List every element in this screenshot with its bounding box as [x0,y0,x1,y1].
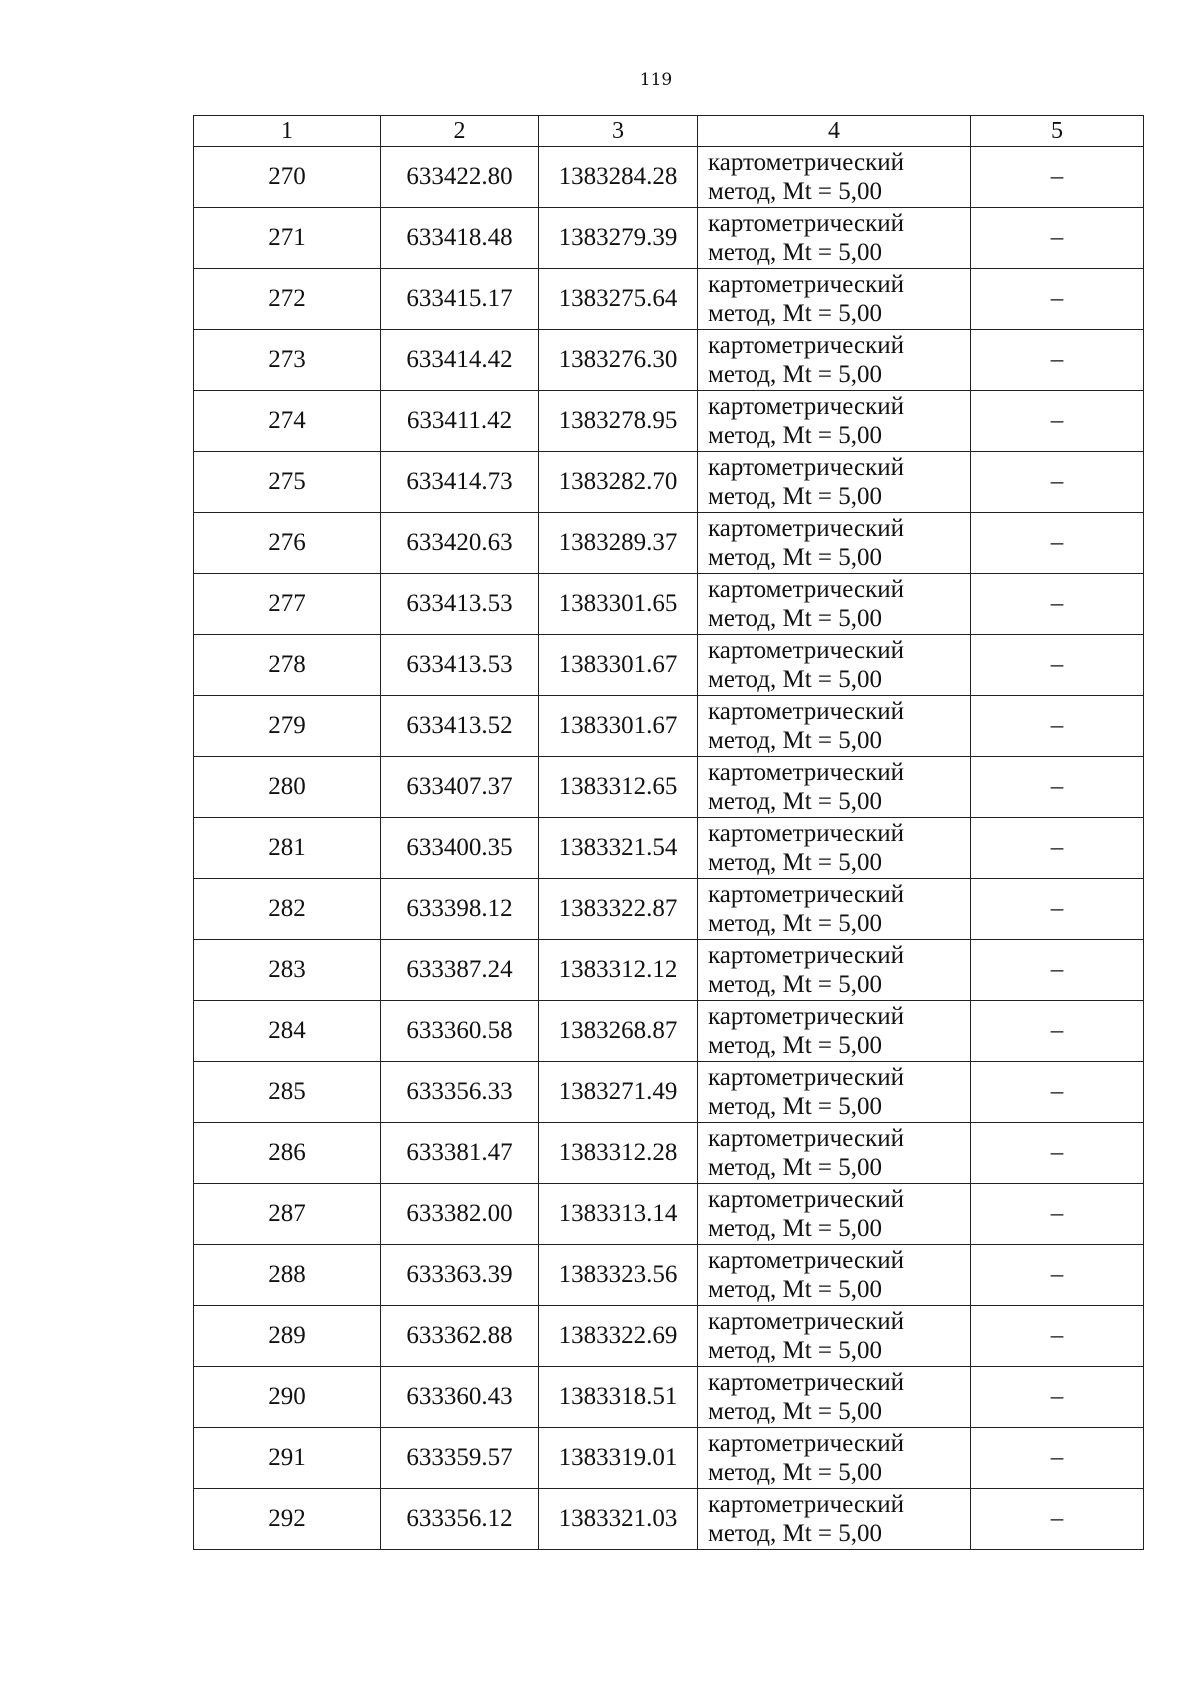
table-row [194,452,1144,513]
method-line-2: метод, Mt = 5,00 [708,1276,883,1303]
table-row [194,1062,1144,1123]
method-line-1: картометрический [708,332,904,359]
method-line-2: метод, Mt = 5,00 [708,910,883,937]
method-cell [698,1428,971,1489]
point-number-cell: 287 [194,1184,381,1245]
x-coordinate-cell: 633356.12 [381,1489,539,1550]
method-line-1: картометрический [708,1186,904,1213]
table-row [194,1428,1144,1489]
point-number-cell: 277 [194,574,381,635]
point-number-cell: 274 [194,391,381,452]
method-line-1: картометрический [708,1491,904,1518]
method-line-1: картометрический [708,942,904,969]
y-coordinate-cell: 1383268.87 [539,1001,698,1062]
method-cell [698,147,971,208]
method-cell [698,452,971,513]
point-number-cell: 279 [194,696,381,757]
point-number-cell: 288 [194,1245,381,1306]
x-coordinate-cell: 633413.53 [381,635,539,696]
column-5-cell: – [971,1428,1144,1489]
method-cell [698,208,971,269]
method-line-2: метод, Mt = 5,00 [708,1093,883,1120]
method-line-1: картометрический [708,1430,904,1457]
y-coordinate-cell: 1383289.37 [539,513,698,574]
y-coordinate-cell: 1383312.12 [539,940,698,1001]
column-5-cell: – [971,879,1144,940]
method-line-1: картометрический [708,637,904,664]
column-5-cell: – [971,513,1144,574]
method-line-1: картометрический [708,393,904,420]
x-coordinate-cell: 633400.35 [381,818,539,879]
y-coordinate-cell: 1383275.64 [539,269,698,330]
method-line-2: метод, Mt = 5,00 [708,422,883,449]
method-cell [698,574,971,635]
y-coordinate-cell: 1383301.65 [539,574,698,635]
method-line-1: картометрический [708,1003,904,1030]
x-coordinate-cell: 633381.47 [381,1123,539,1184]
method-line-2: метод, Mt = 5,00 [708,1520,883,1547]
x-coordinate-cell: 633415.17 [381,269,539,330]
table-row [194,1123,1144,1184]
method-line-2: метод, Mt = 5,00 [708,178,883,205]
point-number-cell: 280 [194,757,381,818]
method-cell [698,1001,971,1062]
table-row [194,635,1144,696]
method-line-1: картометрический [708,149,904,176]
method-line-2: метод, Mt = 5,00 [708,727,883,754]
method-line-1: картометрический [708,1369,904,1396]
method-line-1: картометрический [708,210,904,237]
method-line-2: метод, Mt = 5,00 [708,1154,883,1181]
table-row [194,574,1144,635]
x-coordinate-cell: 633359.57 [381,1428,539,1489]
method-cell [698,269,971,330]
x-coordinate-cell: 633360.58 [381,1001,539,1062]
point-number-cell: 275 [194,452,381,513]
method-line-2: метод, Mt = 5,00 [708,605,883,632]
column-5-cell: – [971,1306,1144,1367]
method-line-2: метод, Mt = 5,00 [708,544,883,571]
table-row [194,391,1144,452]
point-number-cell: 271 [194,208,381,269]
x-coordinate-cell: 633360.43 [381,1367,539,1428]
method-line-2: метод, Mt = 5,00 [708,239,883,266]
coordinates-table [193,115,1144,1550]
table-row [194,513,1144,574]
method-cell [698,1306,971,1367]
method-line-2: метод, Mt = 5,00 [708,1459,883,1486]
table-row [194,1245,1144,1306]
table-row [194,1001,1144,1062]
x-coordinate-cell: 633418.48 [381,208,539,269]
table-row [194,269,1144,330]
method-line-2: метод, Mt = 5,00 [708,849,883,876]
table-row [194,1489,1144,1550]
point-number-cell: 270 [194,147,381,208]
table-row [194,696,1144,757]
x-coordinate-cell: 633387.24 [381,940,539,1001]
method-cell [698,1489,971,1550]
method-cell [698,1062,971,1123]
column-header-3: 3 [539,116,698,147]
method-line-2: метод, Mt = 5,00 [708,1337,883,1364]
x-coordinate-cell: 633362.88 [381,1306,539,1367]
column-5-cell: – [971,452,1144,513]
column-5-cell: – [971,269,1144,330]
point-number-cell: 281 [194,818,381,879]
column-5-cell: – [971,1489,1144,1550]
x-coordinate-cell: 633414.42 [381,330,539,391]
method-line-1: картометрический [708,698,904,725]
table-row [194,940,1144,1001]
column-5-cell: – [971,1001,1144,1062]
point-number-cell: 273 [194,330,381,391]
column-5-cell: – [971,940,1144,1001]
y-coordinate-cell: 1383321.03 [539,1489,698,1550]
table-row [194,1184,1144,1245]
point-number-cell: 289 [194,1306,381,1367]
method-cell [698,818,971,879]
method-line-1: картометрический [708,271,904,298]
column-header-1: 1 [194,116,381,147]
method-cell [698,696,971,757]
method-cell [698,1367,971,1428]
x-coordinate-cell: 633413.52 [381,696,539,757]
table-row [194,879,1144,940]
method-line-1: картометрический [708,820,904,847]
point-number-cell: 290 [194,1367,381,1428]
column-header-5: 5 [971,116,1144,147]
table-body [194,147,1144,1550]
point-number-cell: 282 [194,879,381,940]
y-coordinate-cell: 1383271.49 [539,1062,698,1123]
column-5-cell: – [971,1062,1144,1123]
method-line-2: метод, Mt = 5,00 [708,300,883,327]
method-line-2: метод, Mt = 5,00 [708,1032,883,1059]
column-5-cell: – [971,696,1144,757]
y-coordinate-cell: 1383318.51 [539,1367,698,1428]
point-number-cell: 284 [194,1001,381,1062]
method-line-1: картометрический [708,1125,904,1152]
column-5-cell: – [971,574,1144,635]
table-row [194,330,1144,391]
x-coordinate-cell: 633363.39 [381,1245,539,1306]
point-number-cell: 272 [194,269,381,330]
method-line-1: картометрический [708,454,904,481]
x-coordinate-cell: 633382.00 [381,1184,539,1245]
point-number-cell: 292 [194,1489,381,1550]
method-cell [698,330,971,391]
column-5-cell: – [971,757,1144,818]
method-line-1: картометрический [708,759,904,786]
method-cell [698,635,971,696]
method-line-1: картометрический [708,576,904,603]
y-coordinate-cell: 1383282.70 [539,452,698,513]
x-coordinate-cell: 633398.12 [381,879,539,940]
method-line-1: картометрический [708,1308,904,1335]
method-line-2: метод, Mt = 5,00 [708,971,883,998]
y-coordinate-cell: 1383323.56 [539,1245,698,1306]
x-coordinate-cell: 633356.33 [381,1062,539,1123]
method-cell [698,391,971,452]
method-line-1: картометрический [708,881,904,908]
table-row [194,1306,1144,1367]
page-number: 119 [639,70,673,90]
column-5-cell: – [971,818,1144,879]
point-number-cell: 276 [194,513,381,574]
y-coordinate-cell: 1383276.30 [539,330,698,391]
table-row [194,757,1144,818]
y-coordinate-cell: 1383279.39 [539,208,698,269]
y-coordinate-cell: 1383322.69 [539,1306,698,1367]
method-cell [698,1245,971,1306]
table-row [194,1367,1144,1428]
point-number-cell: 286 [194,1123,381,1184]
column-5-cell: – [971,147,1144,208]
method-line-2: метод, Mt = 5,00 [708,361,883,388]
table-header-row [194,116,1144,147]
method-line-1: картометрический [708,1064,904,1091]
y-coordinate-cell: 1383321.54 [539,818,698,879]
y-coordinate-cell: 1383312.28 [539,1123,698,1184]
table-row [194,818,1144,879]
x-coordinate-cell: 633411.42 [381,391,539,452]
method-cell [698,940,971,1001]
method-line-2: метод, Mt = 5,00 [708,1215,883,1242]
method-cell [698,879,971,940]
x-coordinate-cell: 633413.53 [381,574,539,635]
method-cell [698,757,971,818]
x-coordinate-cell: 633407.37 [381,757,539,818]
table-row [194,208,1144,269]
method-line-2: метод, Mt = 5,00 [708,483,883,510]
x-coordinate-cell: 633414.73 [381,452,539,513]
y-coordinate-cell: 1383301.67 [539,696,698,757]
y-coordinate-cell: 1383312.65 [539,757,698,818]
method-cell [698,1184,971,1245]
y-coordinate-cell: 1383284.28 [539,147,698,208]
column-5-cell: – [971,1123,1144,1184]
method-line-2: метод, Mt = 5,00 [708,666,883,693]
method-cell [698,1123,971,1184]
point-number-cell: 283 [194,940,381,1001]
method-line-2: метод, Mt = 5,00 [708,1398,883,1425]
column-5-cell: – [971,208,1144,269]
column-5-cell: – [971,330,1144,391]
x-coordinate-cell: 633422.80 [381,147,539,208]
point-number-cell: 285 [194,1062,381,1123]
point-number-cell: 278 [194,635,381,696]
y-coordinate-cell: 1383313.14 [539,1184,698,1245]
method-line-2: метод, Mt = 5,00 [708,788,883,815]
y-coordinate-cell: 1383319.01 [539,1428,698,1489]
method-line-1: картометрический [708,1247,904,1274]
x-coordinate-cell: 633420.63 [381,513,539,574]
y-coordinate-cell: 1383301.67 [539,635,698,696]
column-5-cell: – [971,635,1144,696]
method-cell [698,513,971,574]
column-header-4: 4 [698,116,971,147]
column-5-cell: – [971,391,1144,452]
column-header-2: 2 [381,116,539,147]
column-5-cell: – [971,1367,1144,1428]
method-line-1: картометрический [708,515,904,542]
table-row [194,147,1144,208]
y-coordinate-cell: 1383278.95 [539,391,698,452]
point-number-cell: 291 [194,1428,381,1489]
y-coordinate-cell: 1383322.87 [539,879,698,940]
column-5-cell: – [971,1245,1144,1306]
column-5-cell: – [971,1184,1144,1245]
